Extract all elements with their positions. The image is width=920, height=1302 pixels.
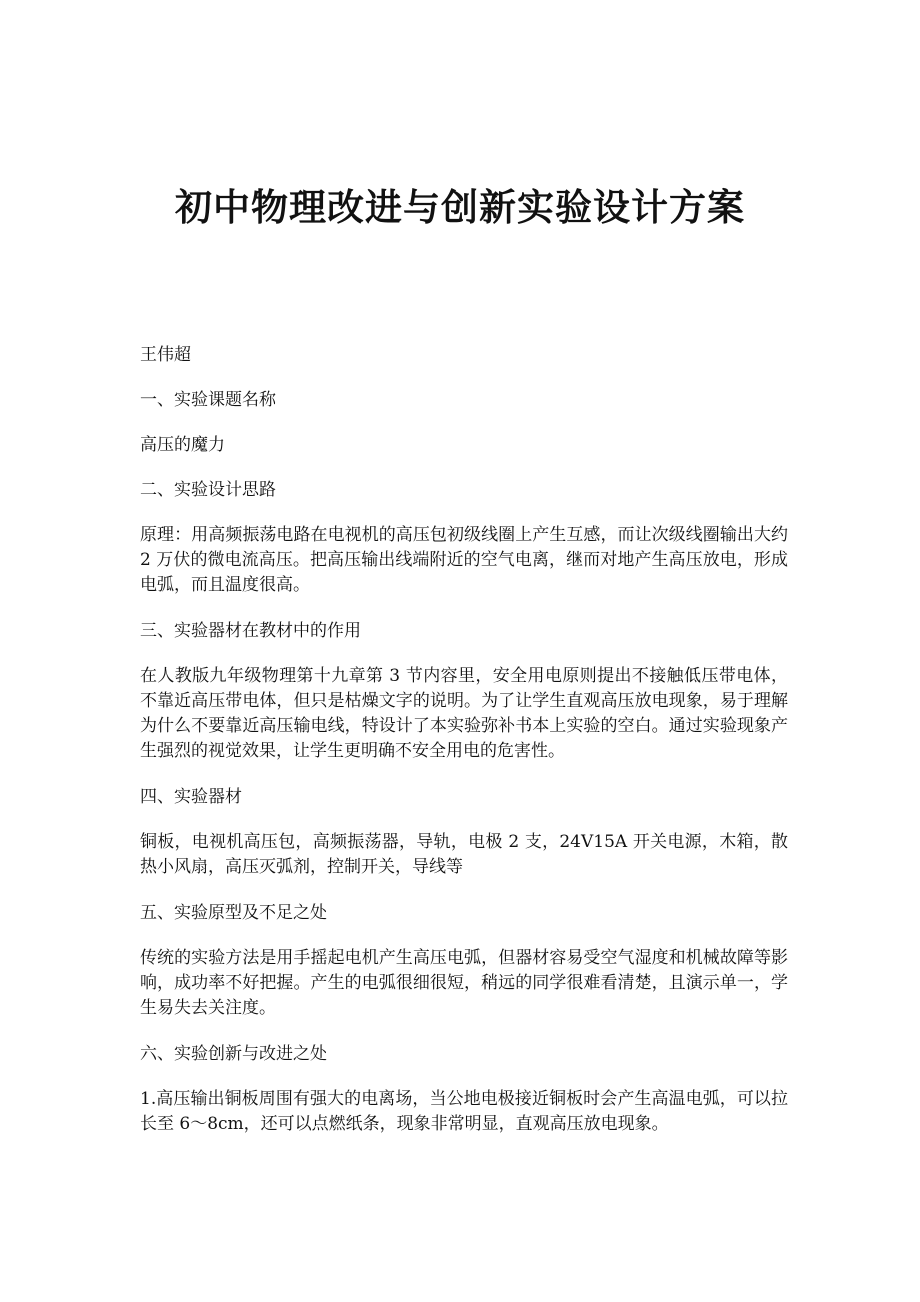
section-6-heading: 六、实验创新与改进之处	[140, 1044, 327, 1064]
section-6-content: 1.高压输出铜板周围有强大的电离场，当公地电极接近铜板时会产生高温电弧，可以拉长至 6～8cm，还可以点燃纸条，现象非常明显，直观高压放电现象。	[140, 1089, 788, 1134]
section-3-heading: 三、实验器材在教材中的作用	[140, 621, 361, 641]
document-body	[140, 343, 788, 1157]
section-2-content: 原理：用高频振荡电路在电视机的高压包初级线圈上产生互感，而让次级线圈输出大约 2 万伏的微电流高压。把高压输出线端附近的空气电离，继而对地产生高压放电，形成电弧，而且温度很高。	[140, 525, 788, 595]
section-1-content: 高压的魔力	[140, 435, 225, 455]
section-1-heading: 一、实验课题名称	[140, 390, 276, 410]
section-5-content: 传统的实验方法是用手摇起电机产生高压电弧，但器材容易受空气湿度和机械故障等影响，成功率不好把握。产生的电弧很细很短，稍远的同学很难看清楚，且演示单一，学生易失去关注度。	[140, 948, 788, 1018]
section-5-heading: 五、实验原型及不足之处	[140, 903, 327, 923]
author-name: 王伟超	[140, 345, 191, 365]
section-4-heading: 四、实验器材	[140, 787, 242, 807]
section-4-content: 铜板，电视机高压包，高频振荡器，导轨，电极 2 支，24V15A 开关电源，木箱，散热小风扇，高压灭弧剂，控制开关，导线等	[140, 832, 788, 877]
section-3-content: 在人教版九年级物理第十九章第 3 节内容里，安全用电原则提出不接触低压带电体，不靠近高压带电体，但只是枯燥文字的说明。为了让学生直观高压放电现象，易于理解为什么不要靠近高压输电线，特设计了本实验弥补书本上实验的空白。通过实验现象产生强烈的视觉效果，让学生更明确不安全用电的危害性。	[140, 666, 788, 761]
section-2-heading: 二、实验设计思路	[140, 480, 276, 500]
document-title: 初中物理改进与创新实验设计方案	[175, 185, 745, 229]
